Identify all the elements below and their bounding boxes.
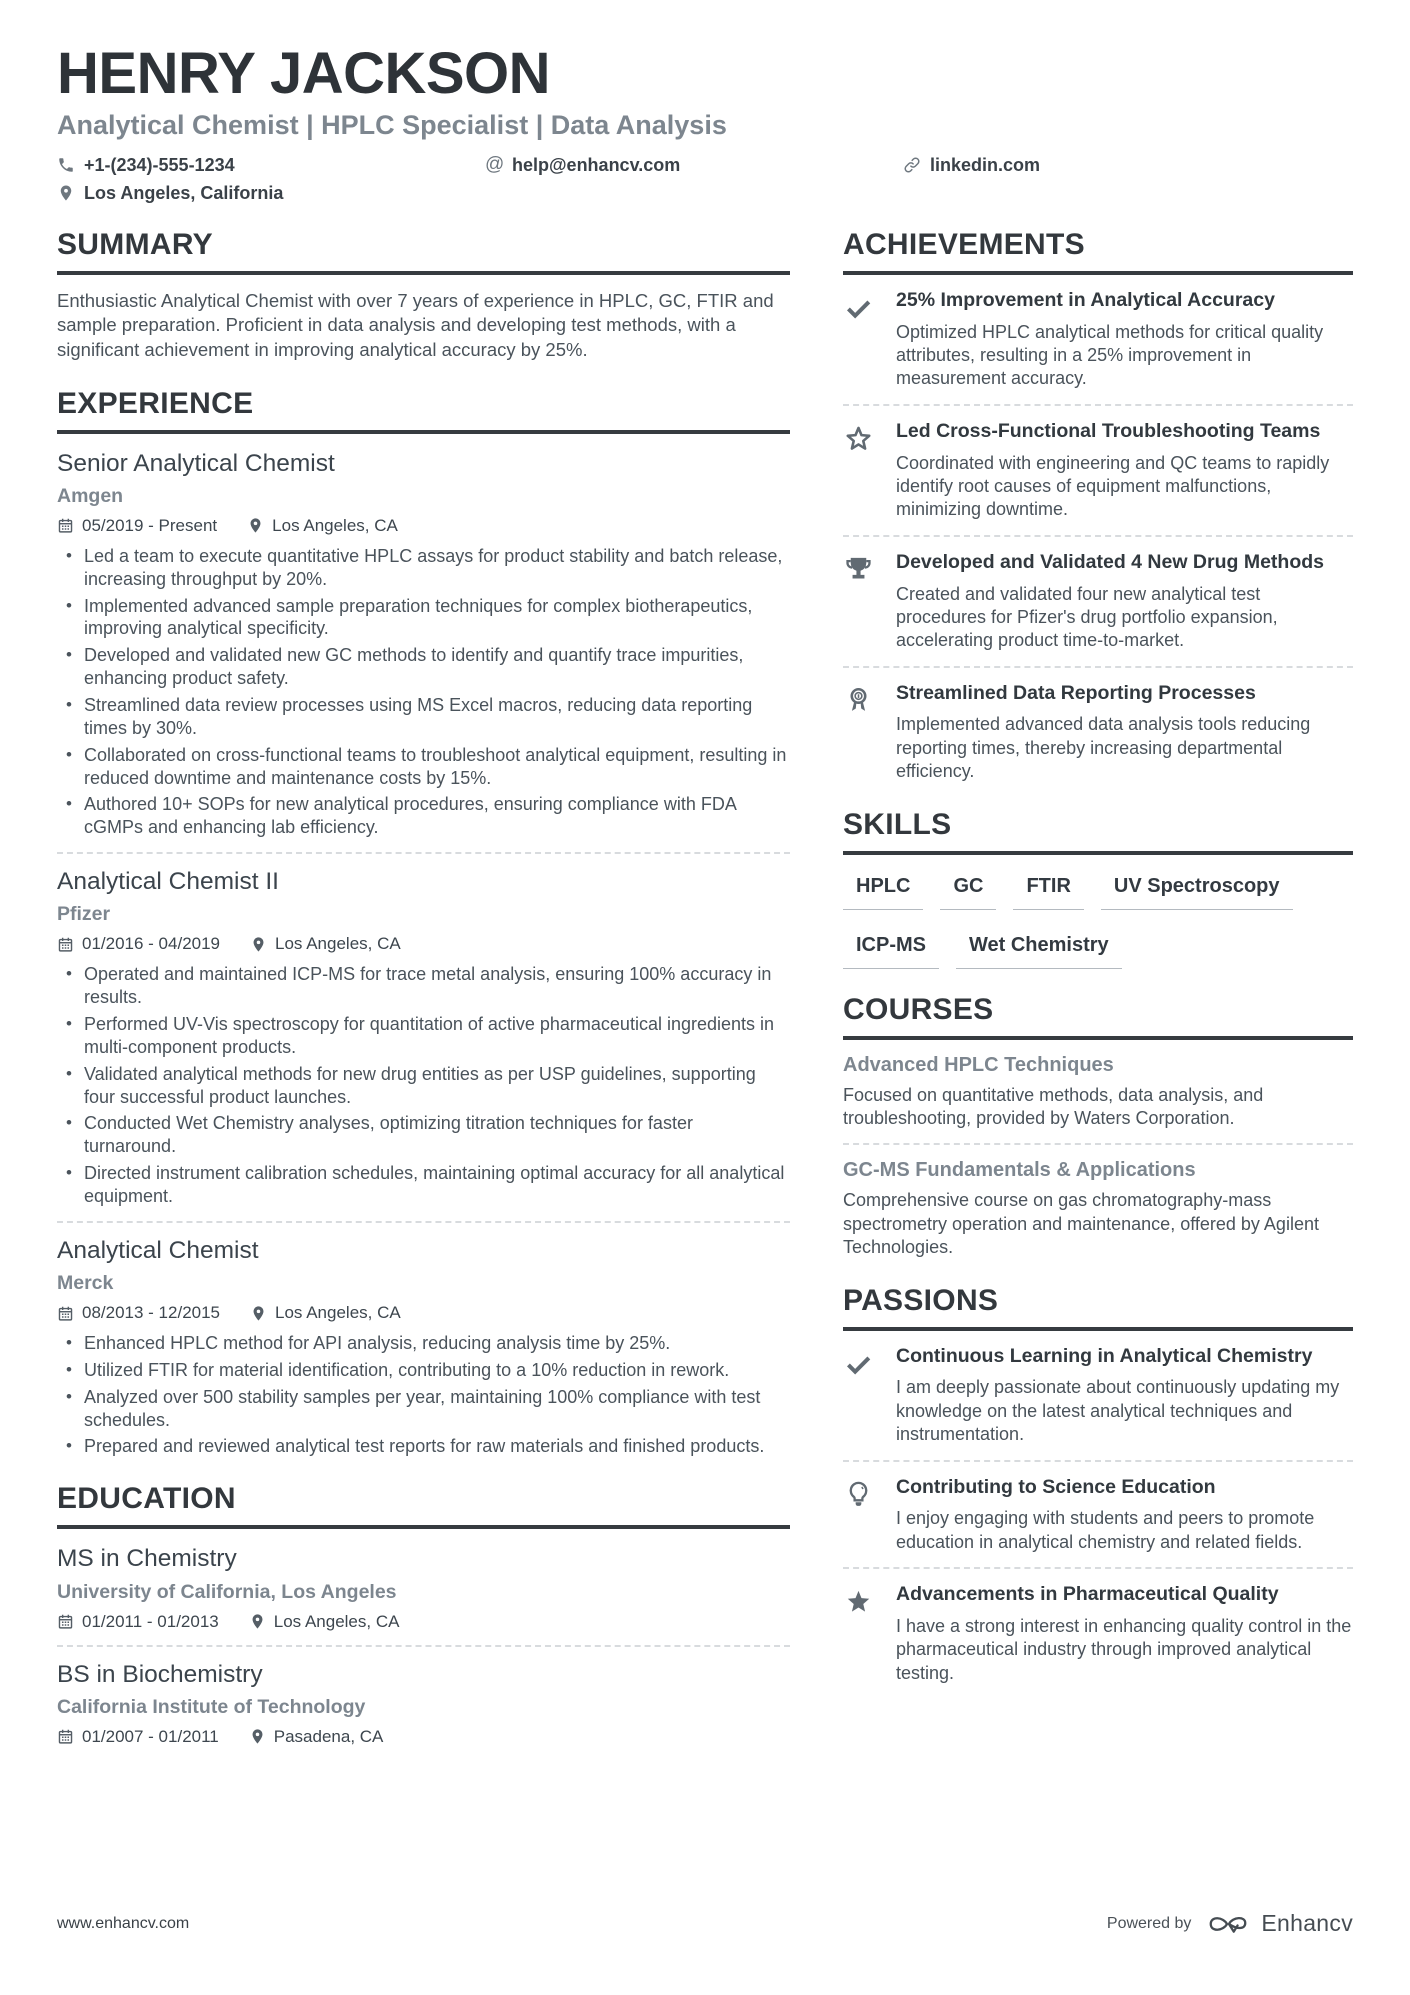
medal-icon [843, 682, 879, 784]
job-bullet: • Authored 10+ SOPs for new analytical procedures, ensuring compliance with FDA cGMPs and enhancing lab efficiency. [57, 793, 790, 839]
divider [843, 1143, 1353, 1145]
footer [57, 1910, 1353, 1937]
job-bullet: • Prepared and reviewed analytical test reports for raw materials and finished products. [57, 1435, 790, 1458]
achievement-body [896, 551, 1353, 653]
job-bullet: • Conducted Wet Chemistry analyses, optimizing titration techniques for faster turnaround. [57, 1112, 790, 1158]
course-text: Focused on quantitative methods, data analysis, and troubleshooting, provided by Waters Corporation. [843, 1084, 1264, 1129]
divider [843, 404, 1353, 406]
star-outline-icon [843, 420, 879, 522]
job-bullet: • Utilized FTIR for material identification, contributing to a 10% reduction in rework. [57, 1359, 790, 1382]
job-title: Senior Analytical Chemist [57, 449, 335, 477]
location-pin-icon [250, 936, 267, 953]
section-experience [57, 387, 790, 1459]
degree-dates [57, 1612, 219, 1632]
job-bullet: • Developed and validated new GC methods to identify and quantify trace impurities, enhancing product safety. [57, 644, 790, 690]
linkedin-text: linkedin.com [930, 154, 1041, 175]
passion-text: I am deeply passionate about continuously updating my knowledge on the latest analytical techniques and instrumentation. [896, 1377, 1340, 1445]
job-bullet: • Streamlined data review processes using MS Excel macros, reducing data reporting times by 30%. [57, 694, 790, 740]
location-pin-icon [249, 1613, 266, 1630]
degree-entry [57, 1545, 790, 1631]
achievement-text: Created and validated four new analytical test procedures for Pfizer's drug portfolio expansion, accelerating product time-to-market. [896, 583, 1278, 651]
achievement-body [896, 289, 1353, 391]
person-headline: Analytical Chemist | HPLC Specialist | Data Analysis [57, 110, 727, 141]
job-bullets [57, 963, 790, 1208]
main-columns [57, 228, 1353, 1771]
degree-dates [57, 1727, 219, 1747]
star-icon [843, 1583, 879, 1685]
trophy-icon [843, 551, 879, 653]
achievement-item [843, 551, 1353, 653]
job-meta [57, 1303, 790, 1323]
job-entry [57, 868, 790, 1208]
job-location-text: Los Angeles, CA [275, 1303, 401, 1323]
job-dates [57, 934, 220, 954]
job-title: Analytical Chemist II [57, 868, 279, 896]
email-link[interactable] [485, 155, 903, 176]
job-bullet: • Directed instrument calibration schedules, maintaining optimal accuracy for all analytical equipment. [57, 1162, 790, 1208]
link-icon [903, 156, 921, 174]
location-text: Los Angeles, California [84, 182, 284, 203]
course-title: Advanced HPLC Techniques [843, 1053, 1114, 1076]
skills-list [843, 869, 1353, 969]
job-bullet: • Implemented advanced sample preparation techniques for complex biotherapeutics, improving analytical specificity. [57, 595, 790, 641]
divider [843, 1460, 1353, 1462]
achievement-text: Coordinated with engineering and QC teams to rapidly identify root causes of equipment malfunctions, minimizing downtime. [896, 452, 1330, 520]
job-bullet: • Enhanced HPLC method for API analysis, reducing analysis time by 25%. [57, 1332, 790, 1355]
job-bullet: • Validated analytical methods for new drug entities as per USP guidelines, supporting four successful product launches. [57, 1063, 790, 1109]
job-dates [57, 1303, 220, 1323]
section-summary [57, 228, 790, 363]
degree-meta [57, 1727, 790, 1747]
divider [843, 666, 1353, 668]
achievement-title: 25% Improvement in Analytical Accuracy [896, 288, 1275, 311]
passion-text: I enjoy engaging with students and peers to promote education in analytical chemistry and related fields. [896, 1508, 1315, 1552]
passion-title: Continuous Learning in Analytical Chemistry [896, 1344, 1313, 1367]
skills-title: SKILLS [843, 808, 1353, 855]
job-bullet: • Analyzed over 500 stability samples per year, maintaining 100% compliance with test schedules. [57, 1386, 790, 1432]
passion-title: Contributing to Science Education [896, 1475, 1216, 1498]
passion-body [896, 1345, 1353, 1447]
degree-dates-text: 01/2011 - 01/2013 [82, 1611, 219, 1631]
linkedin-link[interactable] [903, 155, 1353, 176]
achievement-body [896, 682, 1353, 784]
passion-text: I have a strong interest in enhancing quality control in the pharmaceutical industry through improved analytical testing. [896, 1615, 1352, 1683]
degree-title: MS in Chemistry [57, 1545, 237, 1573]
achievement-item [843, 682, 1353, 784]
check-icon [843, 1345, 879, 1447]
calendar-icon [57, 1305, 74, 1322]
divider [843, 535, 1353, 537]
job-meta [57, 516, 790, 536]
powered-by [1107, 1910, 1353, 1937]
job-location-text: Los Angeles, CA [275, 934, 401, 954]
achievement-text: Optimized HPLC analytical methods for critical quality attributes, resulting in a 25% improvement in measurement accuracy. [896, 321, 1324, 389]
degree-school: California Institute of Technology [57, 1695, 366, 1718]
passion-item [843, 1476, 1353, 1555]
experience-title: EXPERIENCE [57, 387, 790, 434]
education-title: EDUCATION [57, 1482, 790, 1529]
job-location-text: Los Angeles, CA [272, 515, 398, 535]
passion-item [843, 1345, 1353, 1447]
degree-location-text: Pasadena, CA [273, 1726, 384, 1746]
degree-school: University of California, Los Angeles [57, 1580, 397, 1603]
section-achievements [843, 228, 1353, 784]
phone-link[interactable] [57, 155, 485, 176]
achievement-item [843, 289, 1353, 391]
right-column [843, 228, 1353, 1771]
divider [57, 1221, 790, 1223]
enhancv-logo-icon [1205, 1911, 1251, 1937]
course-title: GC-MS Fundamentals & Applications [843, 1159, 1196, 1182]
location-item [57, 183, 485, 204]
job-dates-text: 08/2013 - 12/2015 [82, 1303, 221, 1323]
skill-tag: Wet Chemistry [956, 934, 1122, 969]
passion-body [896, 1583, 1353, 1685]
job-dates [57, 516, 217, 536]
achievement-text: Implemented advanced data analysis tools reducing reporting times, thereby increasing departmental efficiency. [896, 714, 1311, 782]
job-bullet: • Led a team to execute quantitative HPLC assays for product stability and batch release, increasing throughput by 20%. [57, 545, 790, 591]
degree-location [249, 1727, 384, 1747]
location-pin-icon [57, 184, 75, 202]
job-bullet: • Collaborated on cross-functional teams to troubleshoot analytical equipment, resulting in reduced downtime and maintenance costs by 15%. [57, 744, 790, 790]
email-text: help@enhancv.com [512, 154, 681, 175]
skill-tag: UV Spectroscopy [1101, 875, 1293, 910]
divider [57, 1645, 790, 1647]
lightbulb-icon [843, 1476, 879, 1555]
section-education [57, 1482, 790, 1746]
job-entry [57, 450, 790, 839]
check-icon [843, 289, 879, 391]
divider [843, 1567, 1353, 1569]
passion-body [896, 1476, 1353, 1555]
job-location [247, 516, 398, 536]
calendar-icon [57, 1728, 74, 1745]
skill-tag: FTIR [1013, 875, 1083, 910]
job-location [250, 1303, 401, 1323]
degree-dates-text: 01/2007 - 01/2011 [82, 1726, 219, 1746]
section-courses [843, 993, 1353, 1260]
phone-icon [57, 156, 75, 174]
achievement-body [896, 420, 1353, 522]
passions-title: PASSIONS [843, 1284, 1353, 1331]
courses-title: COURSES [843, 993, 1353, 1040]
brand-name: Enhancv [1261, 1910, 1353, 1936]
calendar-icon [57, 936, 74, 953]
divider [57, 852, 790, 854]
passion-item [843, 1583, 1353, 1685]
degree-location [249, 1612, 400, 1632]
job-dates-text: 05/2019 - Present [82, 515, 218, 535]
job-bullets [57, 545, 790, 839]
section-skills [843, 808, 1353, 969]
course-item [843, 1159, 1353, 1259]
footer-site-link[interactable]: www.enhancv.com [57, 1914, 190, 1932]
skill-tag: ICP-MS [843, 934, 939, 969]
summary-text: Enthusiastic Analytical Chemist with over 7 years of experience in HPLC, GC, FTIR and sample preparation. Proficient in data analysis and developing test methods, with a significant achievement in improving analytical accuracy by 25%. [57, 289, 774, 361]
degree-location-text: Los Angeles, CA [273, 1611, 400, 1631]
brand[interactable] [1205, 1910, 1353, 1937]
header [57, 41, 1353, 204]
passion-title: Advancements in Pharmaceutical Quality [896, 1583, 1279, 1606]
calendar-icon [57, 517, 74, 534]
location-pin-icon [247, 517, 264, 534]
degree-meta [57, 1612, 790, 1632]
phone-text: +1-(234)-555-1234 [84, 154, 235, 175]
job-entry [57, 1237, 790, 1458]
job-company: Merck [57, 1272, 114, 1295]
calendar-icon [57, 1613, 74, 1630]
achievement-title: Streamlined Data Reporting Processes [896, 681, 1256, 704]
contact-row [57, 155, 1353, 204]
powered-by-label: Powered by [1106, 1914, 1192, 1932]
skill-tag: HPLC [843, 875, 923, 910]
job-meta [57, 934, 790, 954]
achievement-title: Led Cross-Functional Troubleshooting Teams [896, 419, 1321, 442]
degree-title: BS in Biochemistry [57, 1660, 263, 1688]
job-dates-text: 01/2016 - 04/2019 [82, 934, 221, 954]
job-title: Analytical Chemist [57, 1236, 259, 1264]
achievements-title: ACHIEVEMENTS [843, 228, 1353, 275]
job-bullets [57, 1332, 790, 1458]
section-passions [843, 1284, 1353, 1685]
job-bullet: • Performed UV-Vis spectroscopy for quantitation of active pharmaceutical ingredients in multi-component products. [57, 1013, 790, 1059]
job-company: Pfizer [57, 903, 111, 926]
degree-entry [57, 1661, 790, 1747]
achievement-title: Developed and Validated 4 New Drug Methods [896, 550, 1325, 573]
location-pin-icon [250, 1305, 267, 1322]
achievement-item [843, 420, 1353, 522]
course-item [843, 1054, 1353, 1131]
left-column [57, 228, 790, 1771]
course-text: Comprehensive course on gas chromatography-mass spectrometry operation and maintenance, offered by Agilent Technologies. [843, 1190, 1319, 1258]
job-location [250, 934, 401, 954]
at-icon: @ [485, 154, 505, 176]
job-company: Amgen [57, 484, 124, 507]
job-bullet: • Operated and maintained ICP-MS for trace metal analysis, ensuring 100% accuracy in results. [57, 963, 790, 1009]
location-pin-icon [249, 1728, 266, 1745]
summary-title: SUMMARY [57, 228, 790, 275]
skill-tag: GC [940, 875, 996, 910]
person-name: HENRY JACKSON [57, 41, 551, 106]
